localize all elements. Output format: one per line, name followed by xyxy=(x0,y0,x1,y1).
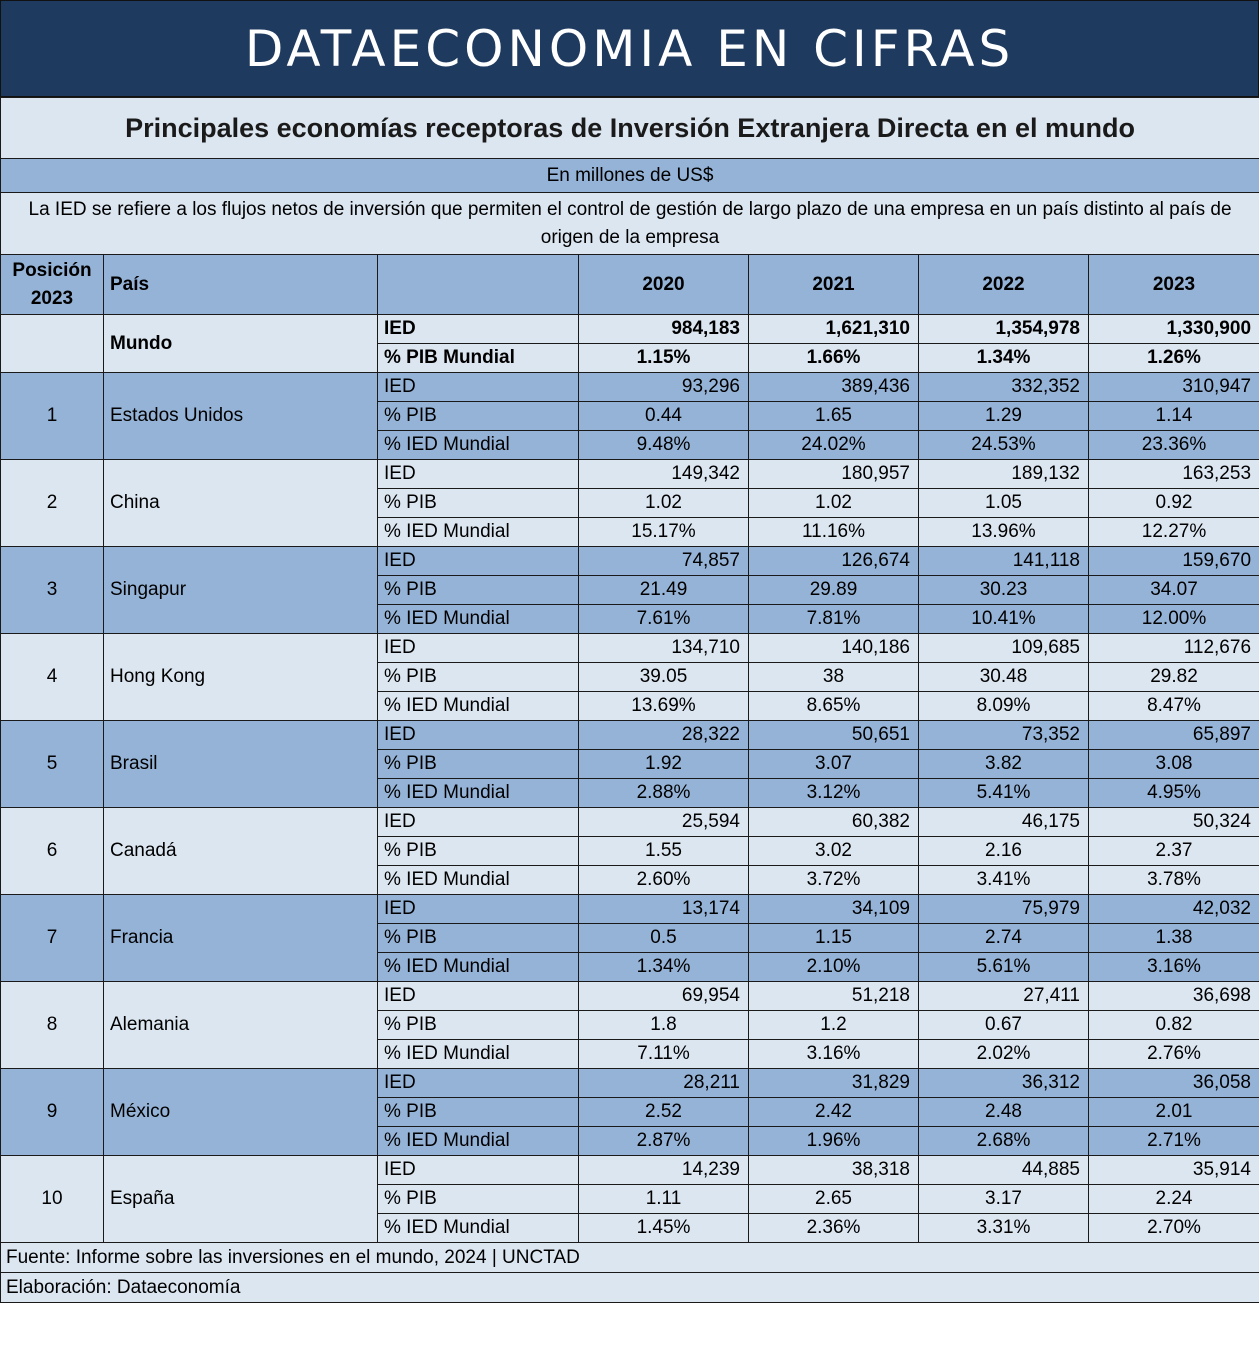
metric-value: 1.15 xyxy=(749,924,919,953)
country-row-ied xyxy=(1,895,1259,924)
metric-value: 3.72% xyxy=(749,866,919,895)
metric-label: % PIB xyxy=(378,1185,579,1214)
country-row-ied xyxy=(1,460,1259,489)
metric-label: IED xyxy=(378,982,579,1011)
country-name: México xyxy=(104,1069,378,1156)
metric-value: 10.41% xyxy=(919,605,1089,634)
metric-value: 30.23 xyxy=(919,576,1089,605)
metric-value: 1.55 xyxy=(579,837,749,866)
metric-label: IED xyxy=(378,634,579,663)
metric-label: % PIB xyxy=(378,1098,579,1127)
metric-value: 4.95% xyxy=(1089,779,1259,808)
metric-value: 34.07 xyxy=(1089,576,1259,605)
metric-value: 42,032 xyxy=(1089,895,1259,924)
metric-label: IED xyxy=(378,1156,579,1185)
metric-value: 35,914 xyxy=(1089,1156,1259,1185)
metric-value: 1.96% xyxy=(749,1127,919,1156)
metric-label: % IED Mundial xyxy=(378,953,579,982)
metric-value: 0.92 xyxy=(1089,489,1259,518)
world-pib-value: 1.66% xyxy=(749,344,919,373)
metric-value: 180,957 xyxy=(749,460,919,489)
metric-value: 2.36% xyxy=(749,1214,919,1243)
metric-label: % IED Mundial xyxy=(378,518,579,547)
metric-value: 9.48% xyxy=(579,431,749,460)
metric-label: % PIB xyxy=(378,750,579,779)
country-row-ied xyxy=(1,547,1259,576)
metric-value: 15.17% xyxy=(579,518,749,547)
metric-value: 36,058 xyxy=(1089,1069,1259,1098)
metric-value: 2.88% xyxy=(579,779,749,808)
metric-label: % IED Mundial xyxy=(378,779,579,808)
metric-value: 0.82 xyxy=(1089,1011,1259,1040)
metric-value: 1.34% xyxy=(579,953,749,982)
metric-label: % IED Mundial xyxy=(378,605,579,634)
metric-value: 2.87% xyxy=(579,1127,749,1156)
metric-value: 50,324 xyxy=(1089,808,1259,837)
metric-value: 2.65 xyxy=(749,1185,919,1214)
metric-value: 2.76% xyxy=(1089,1040,1259,1069)
metric-value: 189,132 xyxy=(919,460,1089,489)
world-ied-value: 984,183 xyxy=(579,315,749,344)
metric-label: % IED Mundial xyxy=(378,866,579,895)
world-ied-value: 1,354,978 xyxy=(919,315,1089,344)
header-row xyxy=(1,255,1259,315)
header-position-line2: 2023 xyxy=(30,287,74,309)
metric-value: 2.42 xyxy=(749,1098,919,1127)
metric-value: 389,436 xyxy=(749,373,919,402)
metric-value: 14,239 xyxy=(579,1156,749,1185)
metric-value: 112,676 xyxy=(1089,634,1259,663)
metric-value: 73,352 xyxy=(919,721,1089,750)
country-row-ied xyxy=(1,634,1259,663)
metric-label: % PIB xyxy=(378,924,579,953)
world-position xyxy=(1,315,104,373)
metric-value: 28,211 xyxy=(579,1069,749,1098)
metric-value: 0.67 xyxy=(919,1011,1089,1040)
metric-value: 3.16% xyxy=(749,1040,919,1069)
metric-label: IED xyxy=(378,373,579,402)
metric-value: 1.29 xyxy=(919,402,1089,431)
metric-value: 25,594 xyxy=(579,808,749,837)
credit-note: Elaboración: Dataeconomía xyxy=(1,1273,1259,1303)
metric-value: 3.17 xyxy=(919,1185,1089,1214)
metric-label: % PIB xyxy=(378,663,579,692)
metric-label: % PIB xyxy=(378,837,579,866)
metric-value: 1.11 xyxy=(579,1185,749,1214)
metric-value: 2.16 xyxy=(919,837,1089,866)
metric-label: IED xyxy=(378,460,579,489)
metric-value: 3.31% xyxy=(919,1214,1089,1243)
metric-value: 3.82 xyxy=(919,750,1089,779)
country-row-ied xyxy=(1,982,1259,1011)
metric-value: 2.74 xyxy=(919,924,1089,953)
metric-value: 12.00% xyxy=(1089,605,1259,634)
metric-value: 5.61% xyxy=(919,953,1089,982)
metric-value: 134,710 xyxy=(579,634,749,663)
country-position: 4 xyxy=(1,634,104,721)
metric-value: 1.05 xyxy=(919,489,1089,518)
metric-value: 2.70% xyxy=(1089,1214,1259,1243)
country-position: 6 xyxy=(1,808,104,895)
world-pib-value: 1.34% xyxy=(919,344,1089,373)
metric-label: % IED Mundial xyxy=(378,431,579,460)
header-year: 2023 xyxy=(1089,255,1259,315)
metric-value: 75,979 xyxy=(919,895,1089,924)
world-ied-value: 1,621,310 xyxy=(749,315,919,344)
metric-value: 60,382 xyxy=(749,808,919,837)
world-name: Mundo xyxy=(104,315,378,373)
metric-label: % PIB xyxy=(378,402,579,431)
header-position xyxy=(1,255,104,315)
metric-value: 1.45% xyxy=(579,1214,749,1243)
country-name: Brasil xyxy=(104,721,378,808)
banner-title: DATAECONOMIA EN CIFRAS xyxy=(0,0,1259,97)
metric-value: 2.37 xyxy=(1089,837,1259,866)
metric-value: 28,322 xyxy=(579,721,749,750)
metric-value: 24.53% xyxy=(919,431,1089,460)
metric-value: 23.36% xyxy=(1089,431,1259,460)
metric-value: 93,296 xyxy=(579,373,749,402)
country-name: Canadá xyxy=(104,808,378,895)
metric-value: 159,670 xyxy=(1089,547,1259,576)
metric-value: 44,885 xyxy=(919,1156,1089,1185)
metric-value: 3.78% xyxy=(1089,866,1259,895)
metric-label: % PIB xyxy=(378,489,579,518)
country-position: 7 xyxy=(1,895,104,982)
country-name: Francia xyxy=(104,895,378,982)
world-ied-label: IED xyxy=(378,315,579,344)
metric-label: IED xyxy=(378,895,579,924)
metric-label: IED xyxy=(378,1069,579,1098)
metric-value: 51,218 xyxy=(749,982,919,1011)
metric-value: 65,897 xyxy=(1089,721,1259,750)
metric-value: 140,186 xyxy=(749,634,919,663)
country-row-ied xyxy=(1,373,1259,402)
country-name: España xyxy=(104,1156,378,1243)
metric-value: 21.49 xyxy=(579,576,749,605)
country-name: Estados Unidos xyxy=(104,373,378,460)
metric-value: 50,651 xyxy=(749,721,919,750)
country-position: 9 xyxy=(1,1069,104,1156)
metric-value: 126,674 xyxy=(749,547,919,576)
metric-value: 8.09% xyxy=(919,692,1089,721)
metric-value: 1.38 xyxy=(1089,924,1259,953)
world-pib-label: % PIB Mundial xyxy=(378,344,579,373)
metric-label: % IED Mundial xyxy=(378,1040,579,1069)
metric-value: 0.5 xyxy=(579,924,749,953)
metric-value: 69,954 xyxy=(579,982,749,1011)
country-position: 1 xyxy=(1,373,104,460)
metric-value: 3.16% xyxy=(1089,953,1259,982)
table-title: Principales economías receptoras de Inversión Extranjera Directa en el mundo xyxy=(1,98,1259,159)
metric-value: 2.24 xyxy=(1089,1185,1259,1214)
metric-value: 332,352 xyxy=(919,373,1089,402)
header-year: 2021 xyxy=(749,255,919,315)
metric-value: 24.02% xyxy=(749,431,919,460)
country-row-ied xyxy=(1,721,1259,750)
header-position-line1: Posición xyxy=(12,259,92,281)
metric-label: % PIB xyxy=(378,576,579,605)
metric-value: 46,175 xyxy=(919,808,1089,837)
metric-value: 2.60% xyxy=(579,866,749,895)
metric-value: 1.02 xyxy=(749,489,919,518)
country-position: 3 xyxy=(1,547,104,634)
country-position: 2 xyxy=(1,460,104,547)
metric-label: % IED Mundial xyxy=(378,692,579,721)
metric-value: 3.08 xyxy=(1089,750,1259,779)
country-name: Alemania xyxy=(104,982,378,1069)
country-position: 5 xyxy=(1,721,104,808)
metric-value: 0.44 xyxy=(579,402,749,431)
metric-value: 163,253 xyxy=(1089,460,1259,489)
metric-label: % PIB xyxy=(378,1011,579,1040)
metric-value: 30.48 xyxy=(919,663,1089,692)
world-pib-value: 1.15% xyxy=(579,344,749,373)
metric-value: 149,342 xyxy=(579,460,749,489)
metric-value: 141,118 xyxy=(919,547,1089,576)
metric-value: 1.02 xyxy=(579,489,749,518)
metric-value: 8.47% xyxy=(1089,692,1259,721)
metric-value: 38,318 xyxy=(749,1156,919,1185)
country-position: 8 xyxy=(1,982,104,1069)
metric-value: 109,685 xyxy=(919,634,1089,663)
header-country: País xyxy=(104,255,378,315)
metric-value: 13.69% xyxy=(579,692,749,721)
metric-value: 12.27% xyxy=(1089,518,1259,547)
metric-value: 7.11% xyxy=(579,1040,749,1069)
metric-value: 1.8 xyxy=(579,1011,749,1040)
metric-value: 36,312 xyxy=(919,1069,1089,1098)
metric-label: IED xyxy=(378,808,579,837)
metric-value: 39.05 xyxy=(579,663,749,692)
metric-label: % IED Mundial xyxy=(378,1127,579,1156)
country-name: China xyxy=(104,460,378,547)
metric-value: 1.2 xyxy=(749,1011,919,1040)
definition-note: La IED se refiere a los flujos netos de inversión que permiten el control de gestión de largo plazo de una empresa en un país distinto al país de origen de la empresa xyxy=(1,193,1259,255)
metric-value: 8.65% xyxy=(749,692,919,721)
metric-value: 5.41% xyxy=(919,779,1089,808)
metric-label: IED xyxy=(378,547,579,576)
metric-value: 3.02 xyxy=(749,837,919,866)
metric-value: 2.71% xyxy=(1089,1127,1259,1156)
metric-value: 310,947 xyxy=(1089,373,1259,402)
metric-value: 74,857 xyxy=(579,547,749,576)
metric-value: 13.96% xyxy=(919,518,1089,547)
metric-value: 2.01 xyxy=(1089,1098,1259,1127)
country-position: 10 xyxy=(1,1156,104,1243)
world-pib-value: 1.26% xyxy=(1089,344,1259,373)
metric-value: 3.41% xyxy=(919,866,1089,895)
metric-label: IED xyxy=(378,721,579,750)
metric-value: 3.12% xyxy=(749,779,919,808)
country-row-ied xyxy=(1,1156,1259,1185)
country-row-ied xyxy=(1,1069,1259,1098)
metric-value: 2.52 xyxy=(579,1098,749,1127)
header-metric xyxy=(378,255,579,315)
metric-value: 3.07 xyxy=(749,750,919,779)
world-row-ied xyxy=(1,315,1259,344)
metric-value: 2.68% xyxy=(919,1127,1089,1156)
fdi-table xyxy=(0,97,1259,1303)
metric-value: 31,829 xyxy=(749,1069,919,1098)
metric-value: 1.92 xyxy=(579,750,749,779)
country-name: Singapur xyxy=(104,547,378,634)
metric-value: 2.02% xyxy=(919,1040,1089,1069)
country-name: Hong Kong xyxy=(104,634,378,721)
metric-value: 38 xyxy=(749,663,919,692)
metric-value: 2.10% xyxy=(749,953,919,982)
source-note: Fuente: Informe sobre las inversiones en el mundo, 2024 | UNCTAD xyxy=(1,1243,1259,1273)
metric-label: % IED Mundial xyxy=(378,1214,579,1243)
metric-value: 1.65 xyxy=(749,402,919,431)
metric-value: 2.48 xyxy=(919,1098,1089,1127)
world-ied-value: 1,330,900 xyxy=(1089,315,1259,344)
unit-label: En millones de US$ xyxy=(1,159,1259,193)
metric-value: 13,174 xyxy=(579,895,749,924)
metric-value: 29.82 xyxy=(1089,663,1259,692)
header-year: 2020 xyxy=(579,255,749,315)
metric-value: 7.81% xyxy=(749,605,919,634)
metric-value: 29.89 xyxy=(749,576,919,605)
header-year: 2022 xyxy=(919,255,1089,315)
metric-value: 27,411 xyxy=(919,982,1089,1011)
metric-value: 7.61% xyxy=(579,605,749,634)
metric-value: 36,698 xyxy=(1089,982,1259,1011)
metric-value: 1.14 xyxy=(1089,402,1259,431)
metric-value: 34,109 xyxy=(749,895,919,924)
country-row-ied xyxy=(1,808,1259,837)
metric-value: 11.16% xyxy=(749,518,919,547)
